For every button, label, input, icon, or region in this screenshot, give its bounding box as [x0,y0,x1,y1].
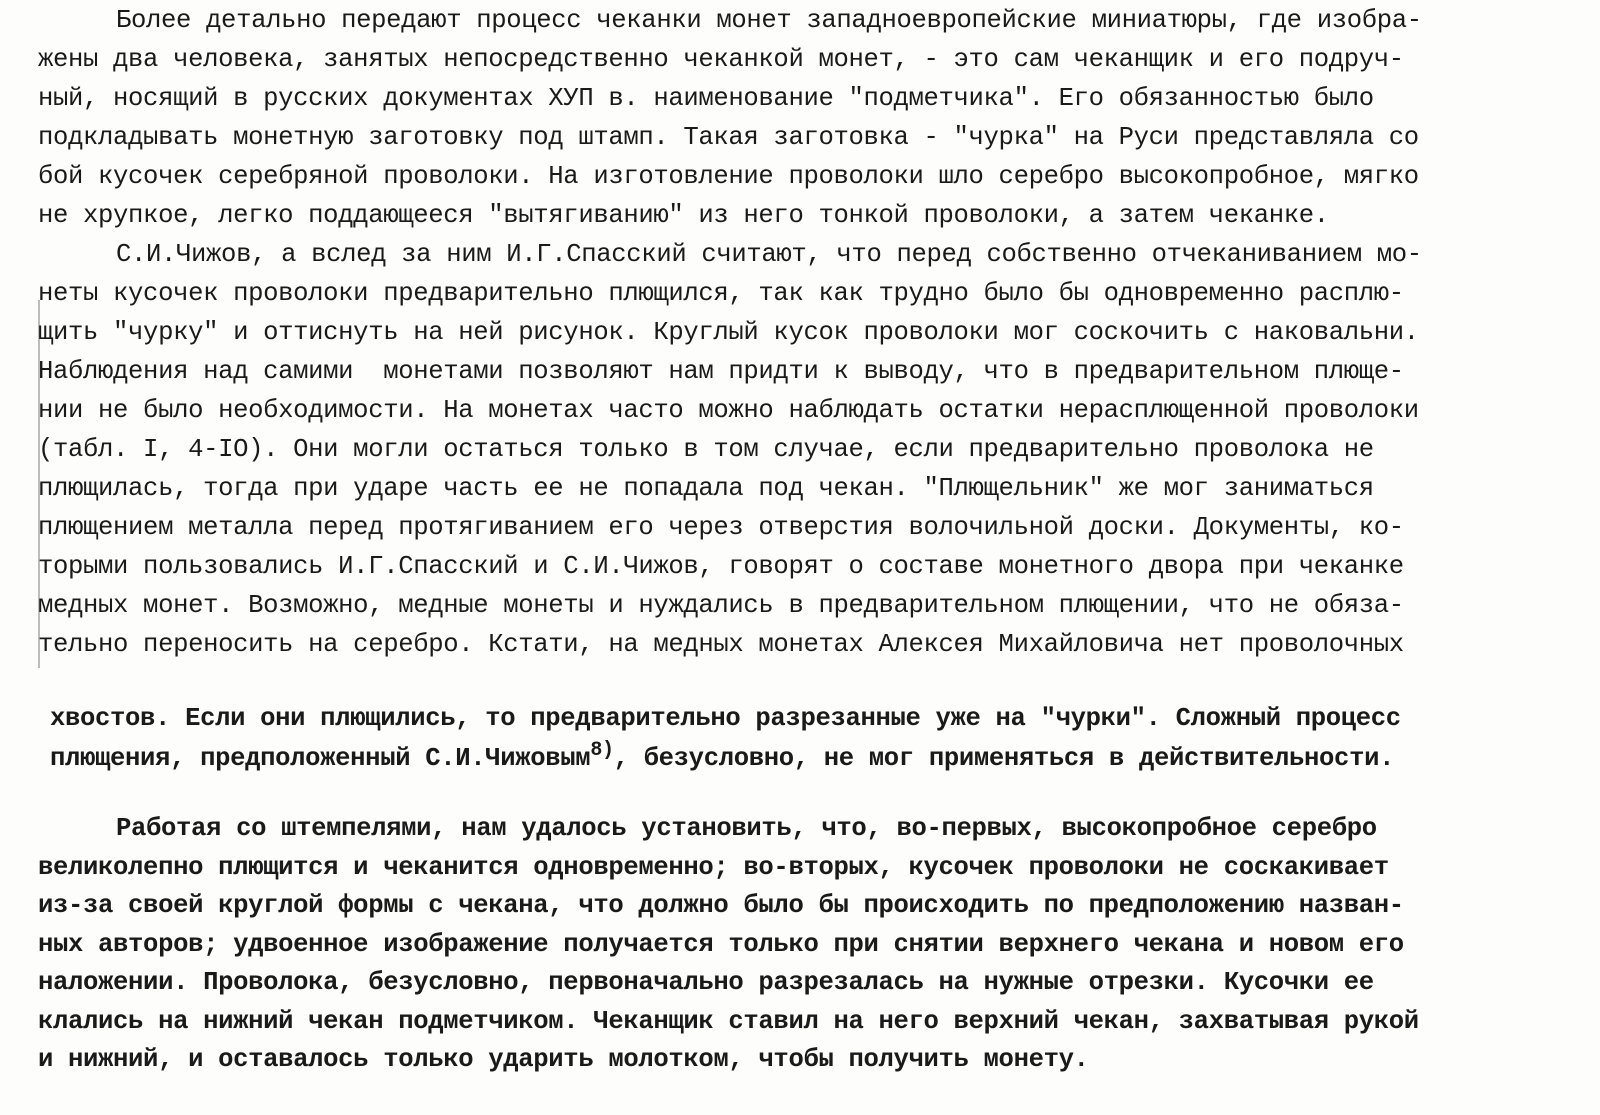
text-line: Более детально передают процесс чеканки монет западноевропейские миниатюры, где изобра- [116,6,1422,35]
text-line: плющилась, тогда при ударе часть ее не попадала под чекан. "Плющельник" же мог заниматься [38,474,1374,503]
text-block-lower [38,810,1528,1080]
text-line: жены два человека, занятых непосредственно чеканкой монет, - это сам чеканщик и его подруч- [38,45,1404,74]
text-line: подкладывать монетную заготовку под штамп. Такая заготовка - "чурка" на Руси представляла со [38,123,1419,152]
text-fragment: плющения, предположенный С.И.Чижовым [50,744,591,773]
text-line: бой кусочек серебряной проволоки. На изготовление проволоки шло серебро высокопробное, мягко [38,162,1419,191]
text-line: клались на нижний чекан подметчиком. Чеканщик ставил на него верхний чекан, захватывая рукой [38,1006,1419,1036]
text-line: торыми пользовались И.Г.Спасский и С.И.Чижов, говорят о составе монетного двора при чеканке [38,552,1404,581]
text-line: С.И.Чижов, а вслед за ним И.Г.Спасский считают, что перед собственно отчеканиванием мо- [116,240,1422,269]
footnote-marker: 8) [590,739,614,762]
text-line: наложении. Проволока, безусловно, первоначально разрезалась на нужные отрезки. Кусочки ее [38,968,1374,997]
text-line: хвостов. Если они плющились, то предварительно разрезанные уже на "чурки". Сложный процесс [50,704,1401,733]
text-block-continuation [38,699,1528,779]
text-line [38,739,1528,779]
text-line: из-за своей круглой формы с чекана, что должно было бы происходить по предположению назван- [38,891,1404,920]
text-line: ных авторов; удвоенное изображение получается только при снятии верхнего чекана и новом его [38,929,1404,959]
text-line: (табл. I, 4-IO). Они могли остаться только в том случае, если предварительно проволока не [38,435,1374,464]
text-line: нии не было необходимости. На монетах часто можно наблюдать остатки нерасплющенной проволоки [38,396,1419,425]
text-line: Наблюдения над самими монетами позволяют нам придти к выводу, что в предварительном плюще- [38,357,1404,386]
text-line: медных монет. Возможно, медные монеты и нуждались в предварительном плющении, что не обяза- [38,591,1404,620]
text-line: и нижний, и оставалось только ударить молотком, чтобы получить монету. [38,1045,1089,1074]
text-line: тельно переносить на серебро. Кстати, на медных монетах Алексея Михайловича нет проволочных [38,630,1404,659]
text-line: щить "чурку" и оттиснуть на ней рисунок. Круглый кусок проволоки мог соскочить с наковальни. [38,318,1419,347]
text-line: ный, носящий в русских документах ХУП в. наименование "подметчика". Его обязанностью было [38,84,1374,113]
text-line: великолепно плющится и чеканится одновременно; во-вторых, кусочек проволоки не соскакивает [38,852,1389,882]
text-fragment: , безусловно, не мог применяться в действительности. [613,744,1395,773]
text-line: неты кусочек проволоки предварительно плющился, так как трудно было бы одновременно расплю- [38,279,1404,308]
text-line: плющением металла перед протягиванием его через отверстия волочильной доски. Документы, ко- [38,513,1404,542]
text-line: Работая со штемпелями, нам удалось установить, что, во-первых, высокопробное серебро [116,814,1377,843]
text-block-upper [38,1,1528,664]
text-line: не хрупкое, легко поддающееся "вытягиванию" из него тонкой проволоки, а затем чеканке. [38,201,1329,230]
